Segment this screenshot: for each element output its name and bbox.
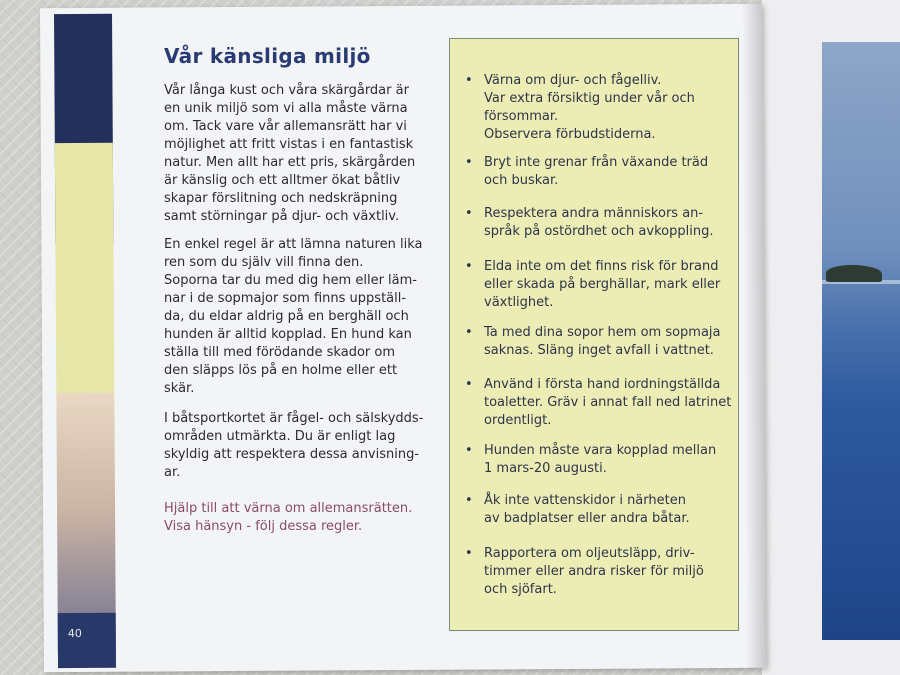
body-paragraph-3: I båtsportkortet är fågel- och sälskydds- områden utmärkta. Du är enligt lag skyldig att respektera dessa anvisning- ar. bbox=[164, 411, 424, 480]
rule-item bbox=[465, 154, 735, 190]
gutter-shadow bbox=[742, 4, 766, 668]
rule-text: Hunden måste vara kopplad mellan 1 mars-20 augusti. bbox=[484, 443, 717, 476]
decor-strip-bottom bbox=[58, 613, 116, 668]
rule-item bbox=[465, 442, 735, 478]
rule-item bbox=[465, 72, 735, 144]
rule-text: Värna om djur- och fågelliv. Var extra försiktig under vår och försommar. Observera förbudstiderna. bbox=[484, 73, 695, 142]
page-title: Vår känsliga miljö bbox=[164, 44, 371, 68]
rule-text: Använd i första hand iordningställda toaletter. Gräv i annat fall ned latrinet ordentligt. bbox=[484, 377, 732, 428]
body-paragraph-1: Vår långa kust och våra skärgårdar är en unik miljö som vi alla måste värna om. Tack vare vår allemansrätt har vi möjlighet att fritt vistas i en fantastisk natur. Men allt har ett pris, skärgården är känslig och ett alltmer ökat båtliv skapar förslitning och nedskräpning samt störningar på djur- och växtliv. bbox=[164, 83, 416, 224]
rule-item bbox=[465, 324, 735, 360]
rule-item bbox=[465, 258, 735, 312]
bullet-icon: • bbox=[465, 259, 473, 274]
bullet-icon: • bbox=[465, 206, 473, 221]
closing-paragraph: Hjälp till att värna om allemansrätten. Visa hänsyn - följ dessa regler. bbox=[164, 501, 413, 534]
decor-strip-yellow bbox=[55, 143, 115, 393]
rule-text: Ta med dina sopor hem om sopmaja saknas. Släng inget avfall i vattnet. bbox=[484, 325, 721, 358]
rule-item bbox=[465, 492, 735, 528]
rule-item bbox=[465, 376, 735, 430]
rule-text: Åk inte vattenskidor i närheten av badplatser eller andra båtar. bbox=[484, 493, 690, 526]
rule-text: Rapportera om oljeutsläpp, driv- timmer eller andra risker för miljö och sjöfart. bbox=[484, 546, 704, 597]
rule-item bbox=[465, 205, 735, 241]
rule-item bbox=[465, 545, 735, 599]
sea-photo bbox=[822, 42, 900, 640]
bullet-icon: • bbox=[465, 546, 473, 561]
rule-text: Respektera andra människors an- språk på ostördhet och avkoppling. bbox=[484, 206, 714, 239]
body-paragraph-2: En enkel regel är att lämna naturen lika ren som du själv vill finna den. Soporna tar du med dig hem eller läm- nar i de sopmajor som finns uppställ- da, du eldar aldrig på en berghäll och hunden är alltid kopplad. En hund kan ställa till med förödande skador om den släpps lös på en holme eller ett skär. bbox=[164, 237, 423, 396]
rule-text: Bryt inte grenar från växande träd och buskar. bbox=[484, 155, 709, 188]
rule-text: Elda inte om det finns risk för brand eller skada på berghällar, mark eller växtlighet. bbox=[484, 259, 721, 310]
bullet-icon: • bbox=[465, 155, 473, 170]
bullet-icon: • bbox=[465, 73, 473, 88]
bullet-icon: • bbox=[465, 325, 473, 340]
bullet-icon: • bbox=[465, 443, 473, 458]
page-number: 40 bbox=[67, 626, 82, 641]
bullet-icon: • bbox=[465, 493, 473, 508]
island-silhouette bbox=[826, 265, 882, 282]
bullet-icon: • bbox=[465, 377, 473, 392]
